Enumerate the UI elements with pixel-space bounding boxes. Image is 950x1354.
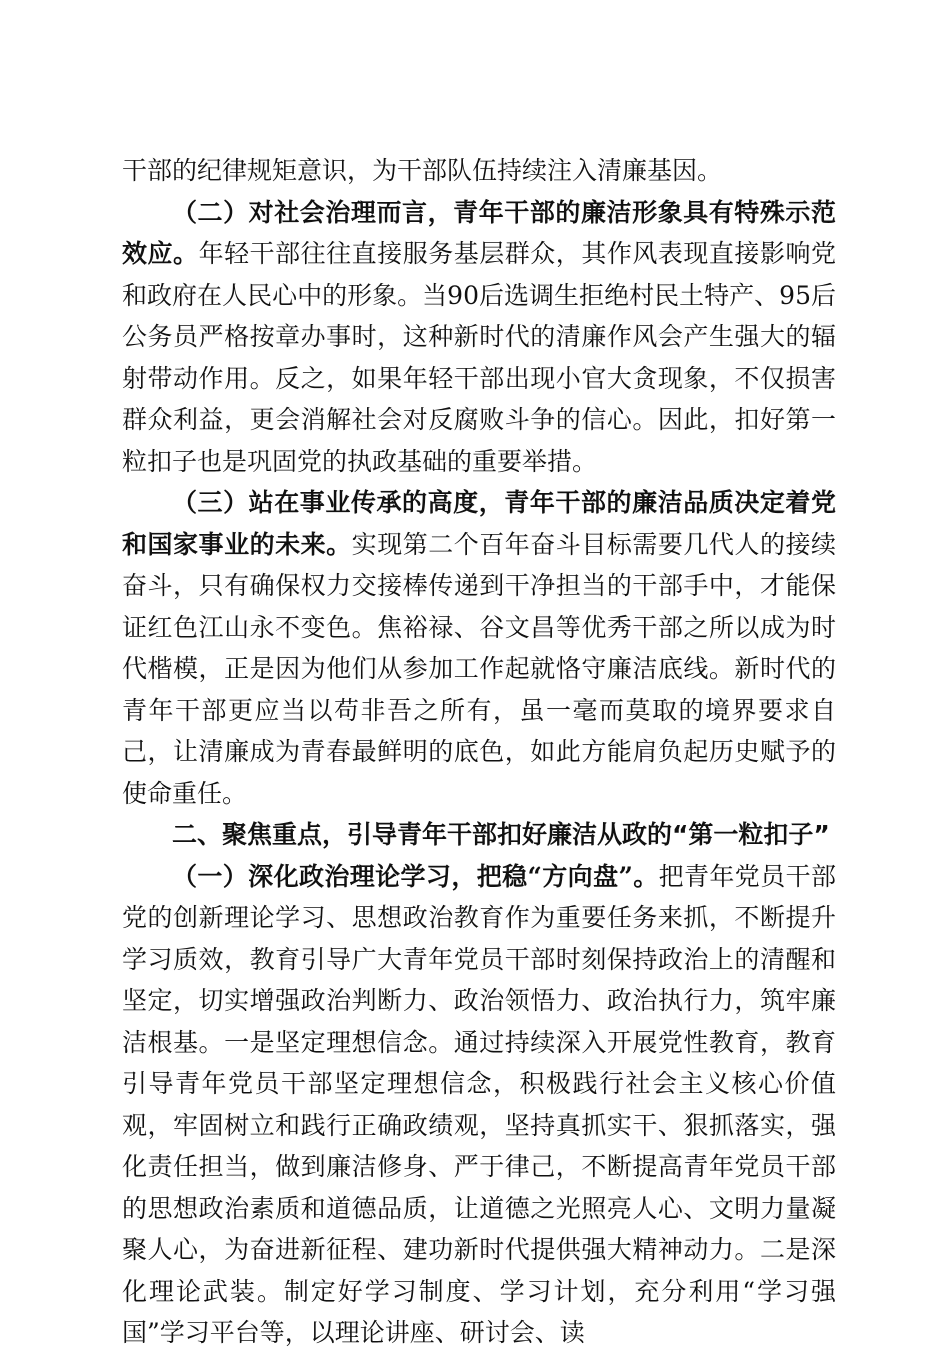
paragraph-social-governance — [122, 192, 836, 483]
paragraph-continuation — [122, 150, 836, 192]
paragraph-text: 实现第二个百年奋斗目标需要几代人的接续奋斗，只有确保权力交接棒传递到干净担当的干部手中，才能保证红色江山永不变色。焦裕禄、谷文昌等优秀干部之所以成为时代楷模，正是因为他们从参加工作起就恪守廉洁底线。新时代的青年干部更应当以苟非吾之所有，虽一毫而莫取的境界要求自己，让清廉成为青春最鲜明的底色，如此方能肩负起历史赋予的使命重任。 — [122, 529, 836, 808]
paragraph-text: 年轻干部往往直接服务基层群众，其作风表现直接影响党和政府在人民心中的形象。当90后选调生拒绝村民土特产、95后公务员严格按章办事时，这种新时代的清廉作风会产生强大的辐射带动作用。反之，如果年轻干部出现小官大贪现象，不仅损害群众利益，更会消解社会对反腐败斗争的信心。因此，扣好第一粒扣子也是巩固党的执政基础的重要举措。 — [122, 239, 836, 476]
paragraph-lead: （三）站在事业传承的高度，青年干部的廉洁品质决定着党和国家事业的未来。 — [122, 488, 836, 559]
paragraph-lead: （一）深化政治理论学习，把稳“方向盘”。 — [172, 861, 659, 891]
paragraph-lead: （二）对社会治理而言，青年干部的廉洁形象具有特殊示范效应。 — [122, 197, 836, 268]
paragraph-political-theory — [122, 856, 836, 1354]
paragraph-career-inheritance — [122, 482, 836, 814]
document-body — [122, 150, 836, 1354]
paragraph-text: 把青年党员干部党的创新理论学习、思想政治教育作为重要任务来抓，不断提升学习质效，教育引导广大青年党员干部时刻保持政治上的清醒和坚定，切实增强政治判断力、政治领悟力、政治执行力，筑牢廉洁根基。一是坚定理想信念。通过持续深入开展党性教育，教育引导青年党员干部坚定理想信念，积极践行社会主义核心价值观，牢固树立和践行正确政绩观，坚持真抓实干、狠抓落实，强化责任担当，做到廉洁修身、严于律己，不断提高青年党员干部的思想政治素质和道德品质，让道德之光照亮人心、文明力量凝聚人心，为奋进新征程、建功新时代提供强大精神动力。二是深化理论武装。制定好学习制度、学习计划，充分利用“学习强国”学习平台等，以理论讲座、研讨会、读 — [122, 861, 836, 1347]
paragraph-text: 干部的纪律规矩意识，为干部队伍持续注入清廉基因。 — [122, 156, 723, 185]
section-heading: 二、聚焦重点，引导青年干部扣好廉洁从政的“第一粒扣子” — [172, 820, 830, 849]
